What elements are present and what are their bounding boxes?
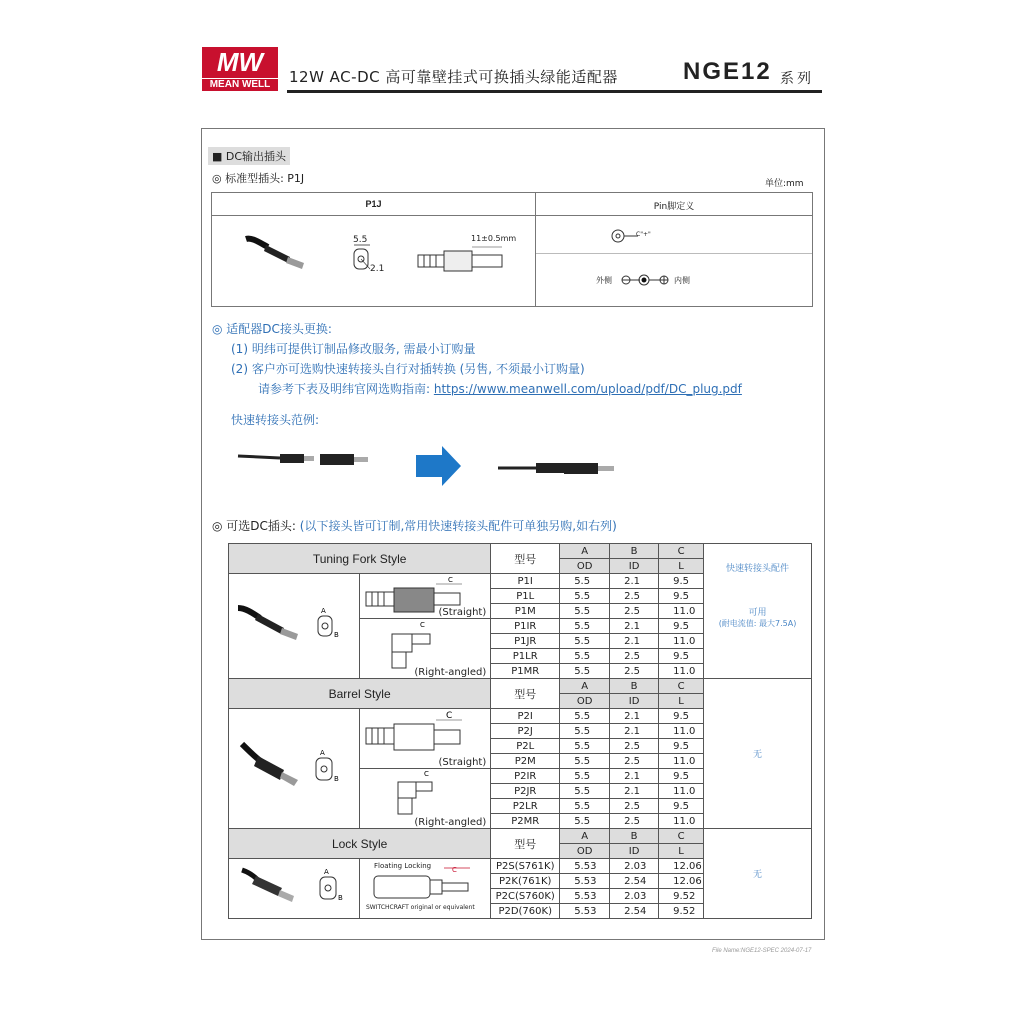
model-name: NGE12 xyxy=(683,58,772,85)
replacement-heading: ◎ 适配器DC接头更换: xyxy=(212,322,332,336)
cell-len: 9.52 xyxy=(659,904,704,919)
col-model-header: 型号 xyxy=(491,829,560,859)
polarity-symbol-icon xyxy=(620,273,670,287)
svg-text:B: B xyxy=(334,775,339,783)
optional-heading-prefix: ◎ 可选DC插头: xyxy=(212,519,296,533)
cell-id: 2.5 xyxy=(610,754,659,769)
barrel-end-view xyxy=(312,747,346,787)
col-l-header: L xyxy=(659,559,704,574)
straight-label: (Straight) xyxy=(438,757,487,768)
cell-id: 2.5 xyxy=(610,664,659,679)
cell-model: P2K(761K) xyxy=(491,874,560,889)
col-model-header: 型号 xyxy=(491,679,560,709)
cell-len: 9.5 xyxy=(659,739,704,754)
logo-text: MEAN WELL xyxy=(202,78,278,90)
col-model-header: 型号 xyxy=(491,544,560,574)
col-c-header: C xyxy=(659,679,704,694)
cell-len: 11.0 xyxy=(659,724,704,739)
cell-od: 5.5 xyxy=(560,784,610,799)
guide-prefix: 请参考下表及明纬官网选购指南: xyxy=(258,382,434,396)
adapter-example-label: 快速转接头范例: xyxy=(231,413,320,427)
col-od-header: OD xyxy=(560,559,610,574)
cell-len: 11.0 xyxy=(659,604,704,619)
logo-mark: MW xyxy=(216,47,264,77)
cell-id: 2.5 xyxy=(610,799,659,814)
p1j-length-dim: 11±0.5mm xyxy=(471,234,517,243)
col-l-header: L xyxy=(659,844,704,859)
cell-od: 5.5 xyxy=(560,589,610,604)
replacement-item-3 xyxy=(258,380,742,397)
outer-label: 外侧 xyxy=(596,276,612,285)
cell-id: 2.1 xyxy=(610,724,659,739)
cell-model: P2I xyxy=(491,709,560,724)
p1j-side-view xyxy=(416,241,526,275)
svg-text:A: A xyxy=(321,607,326,615)
unit-label: 单位:mm xyxy=(765,179,804,189)
col-id-header: ID xyxy=(610,559,659,574)
availability-value: 无 xyxy=(753,870,763,880)
p1j-header-rule xyxy=(212,215,812,216)
style-name: Lock Style xyxy=(229,829,491,859)
svg-text:C: C xyxy=(424,770,429,778)
lock-end-view xyxy=(316,866,352,906)
col-od-header: OD xyxy=(560,694,610,709)
svg-text:A: A xyxy=(320,749,325,757)
cell-len: 9.5 xyxy=(659,619,704,634)
cell-od: 5.5 xyxy=(560,799,610,814)
cell-model: P1MR xyxy=(491,664,560,679)
col-b-header: B xyxy=(610,829,659,844)
cell-model: P2M xyxy=(491,754,560,769)
dc-plug-spec-table xyxy=(228,543,812,919)
adapter-column-header: 快速转接头配件 xyxy=(726,564,790,574)
cell-len: 11.0 xyxy=(659,814,704,829)
tuning-fork-straight-drawing xyxy=(364,576,464,616)
table-group-header xyxy=(229,679,812,694)
p1j-id-dim: 2.1 xyxy=(370,264,385,274)
cell-model: P1L xyxy=(491,589,560,604)
tuning-fork-right-angle-drawing xyxy=(384,620,434,670)
col-od-header: OD xyxy=(560,844,610,859)
style-name: Barrel Style xyxy=(229,679,491,709)
cell-model: P2LR xyxy=(491,799,560,814)
col-a-header: A xyxy=(560,829,610,844)
cell-model: P2JR xyxy=(491,784,560,799)
cell-len: 11.0 xyxy=(659,754,704,769)
col-b-header: B xyxy=(610,679,659,694)
col-l-header: L xyxy=(659,694,704,709)
series-label: 系列 xyxy=(780,71,814,87)
optional-heading-note: (以下接头皆可订制,常用快速转接头配件可单独另购,如右列) xyxy=(299,519,617,533)
cell-model: P2L xyxy=(491,739,560,754)
svg-text:A: A xyxy=(324,868,329,876)
availability-value: 无 xyxy=(753,750,763,760)
cell-id: 2.1 xyxy=(610,574,659,589)
right-angled-label: (Right-angled) xyxy=(414,817,487,828)
optional-plugs-heading xyxy=(212,517,617,534)
floating-locking-label: Floating Locking xyxy=(374,862,432,870)
cell-len: 11.0 xyxy=(659,634,704,649)
cell-od: 5.5 xyxy=(560,754,610,769)
cell-model: P2IR xyxy=(491,769,560,784)
cell-id: 2.5 xyxy=(610,814,659,829)
cell-id: 2.5 xyxy=(610,649,659,664)
col-c-header: C xyxy=(659,544,704,559)
tuning-fork-plug-photo xyxy=(236,602,306,642)
cell-od: 5.53 xyxy=(560,874,610,889)
cell-len: 9.5 xyxy=(659,799,704,814)
header-rule xyxy=(287,90,822,93)
cell-model: P1I xyxy=(491,574,560,589)
cell-model: P1JR xyxy=(491,634,560,649)
cell-id: 2.1 xyxy=(610,619,659,634)
adapter-example-illustration xyxy=(236,446,626,486)
cell-len: 12.06 xyxy=(659,874,704,889)
polarity-center-label: C"+" xyxy=(636,231,651,238)
availability-note: (耐电流值: 最大7.5A) xyxy=(718,619,797,628)
svg-text:B: B xyxy=(338,894,343,902)
cell-id: 2.5 xyxy=(610,589,659,604)
table-group-header xyxy=(229,829,812,844)
col-c-header: C xyxy=(659,829,704,844)
cell-len: 11.0 xyxy=(659,664,704,679)
cell-id: 2.1 xyxy=(610,709,659,724)
p1j-table xyxy=(211,192,813,307)
svg-text:C: C xyxy=(446,711,453,721)
p1j-od-dim: 5.5 xyxy=(353,235,368,245)
cell-len: 11.0 xyxy=(659,784,704,799)
cell-model: P2C(S760K) xyxy=(491,889,560,904)
cell-od: 5.5 xyxy=(560,814,610,829)
cell-id: 2.54 xyxy=(610,904,659,919)
cell-len: 9.5 xyxy=(659,769,704,784)
barrel-right-angle-drawing xyxy=(388,768,438,818)
cell-od: 5.5 xyxy=(560,619,610,634)
cell-model: P1LR xyxy=(491,649,560,664)
replacement-item-1: (1) 明纬可提供订制品修改服务, 需最小订购量 xyxy=(231,342,476,356)
cell-len: 9.5 xyxy=(659,649,704,664)
cell-od: 5.53 xyxy=(560,859,610,874)
p1j-plug-photo xyxy=(242,233,312,273)
cell-len: 9.5 xyxy=(659,589,704,604)
right-angled-label: (Right-angled) xyxy=(414,667,487,678)
col-id-header: ID xyxy=(610,844,659,859)
cell-id: 2.5 xyxy=(610,604,659,619)
lock-plug-photo xyxy=(240,866,296,906)
col-a-header: A xyxy=(560,544,610,559)
table-group-header xyxy=(229,544,812,559)
cell-od: 5.5 xyxy=(560,724,610,739)
dc-output-heading: ■ DC输出插头 xyxy=(208,147,290,165)
tuning-fork-end-view xyxy=(316,604,350,640)
cell-model: P1IR xyxy=(491,619,560,634)
cell-od: 5.5 xyxy=(560,664,610,679)
cell-len: 9.52 xyxy=(659,889,704,904)
col-b-header: B xyxy=(610,544,659,559)
cell-model: P2D(760K) xyxy=(491,904,560,919)
cell-id: 2.1 xyxy=(610,769,659,784)
file-name-footer: File Name:NGE12-SPEC 2024-07-17 xyxy=(712,948,812,954)
cell-id: 2.1 xyxy=(610,634,659,649)
straight-label: (Straight) xyxy=(438,607,487,618)
pin-header: Pin脚定义 xyxy=(653,202,695,212)
pin-rule xyxy=(536,253,812,254)
svg-text:C: C xyxy=(452,866,457,874)
adapter-availability xyxy=(704,679,812,829)
cell-od: 5.5 xyxy=(560,634,610,649)
cell-id: 2.1 xyxy=(610,784,659,799)
cell-od: 5.5 xyxy=(560,769,610,784)
cell-model: P2S(S761K) xyxy=(491,859,560,874)
adapter-availability xyxy=(704,829,812,919)
cell-od: 5.53 xyxy=(560,904,610,919)
col-id-header: ID xyxy=(610,694,659,709)
document-title: 12W AC-DC 高可靠壁挂式可换插头绿能适配器 xyxy=(289,68,618,86)
cell-id: 2.03 xyxy=(610,889,659,904)
cell-id: 2.03 xyxy=(610,859,659,874)
cell-len: 12.06 xyxy=(659,859,704,874)
col-a-header: A xyxy=(560,679,610,694)
barrel-plug-photo xyxy=(238,740,302,790)
barrel-straight-drawing xyxy=(364,710,464,754)
cell-model: P1M xyxy=(491,604,560,619)
p1j-header: P1J xyxy=(365,199,382,209)
cell-od: 5.5 xyxy=(560,574,610,589)
mean-well-logo xyxy=(202,47,278,91)
adapter-availability xyxy=(704,544,812,679)
svg-text:C: C xyxy=(448,576,453,584)
cell-od: 5.5 xyxy=(560,739,610,754)
cell-id: 2.54 xyxy=(610,874,659,889)
cell-od: 5.53 xyxy=(560,889,610,904)
availability-value: 可用 xyxy=(748,608,767,618)
cell-model: P2MR xyxy=(491,814,560,829)
inner-label: 内侧 xyxy=(674,276,690,285)
style-name: Tuning Fork Style xyxy=(229,544,491,574)
switchcraft-label: SWITCHCRAFT original or equivalent xyxy=(366,904,475,911)
cell-id: 2.5 xyxy=(610,739,659,754)
cell-len: 9.5 xyxy=(659,574,704,589)
cell-model: P2J xyxy=(491,724,560,739)
cell-od: 5.5 xyxy=(560,709,610,724)
cell-od: 5.5 xyxy=(560,649,610,664)
replacement-item-2: (2) 客户亦可选购快速转接头自行对插转换 (另售, 不须最小订购量) xyxy=(231,362,585,376)
svg-text:C: C xyxy=(420,621,425,629)
cell-len: 9.5 xyxy=(659,709,704,724)
dc-plug-guide-link[interactable]: https://www.meanwell.com/upload/pdf/DC_plug.pdf xyxy=(433,382,742,396)
svg-text:B: B xyxy=(334,631,339,639)
cell-od: 5.5 xyxy=(560,604,610,619)
standard-plug-label: ◎ 标准型插头: P1J xyxy=(212,172,305,185)
